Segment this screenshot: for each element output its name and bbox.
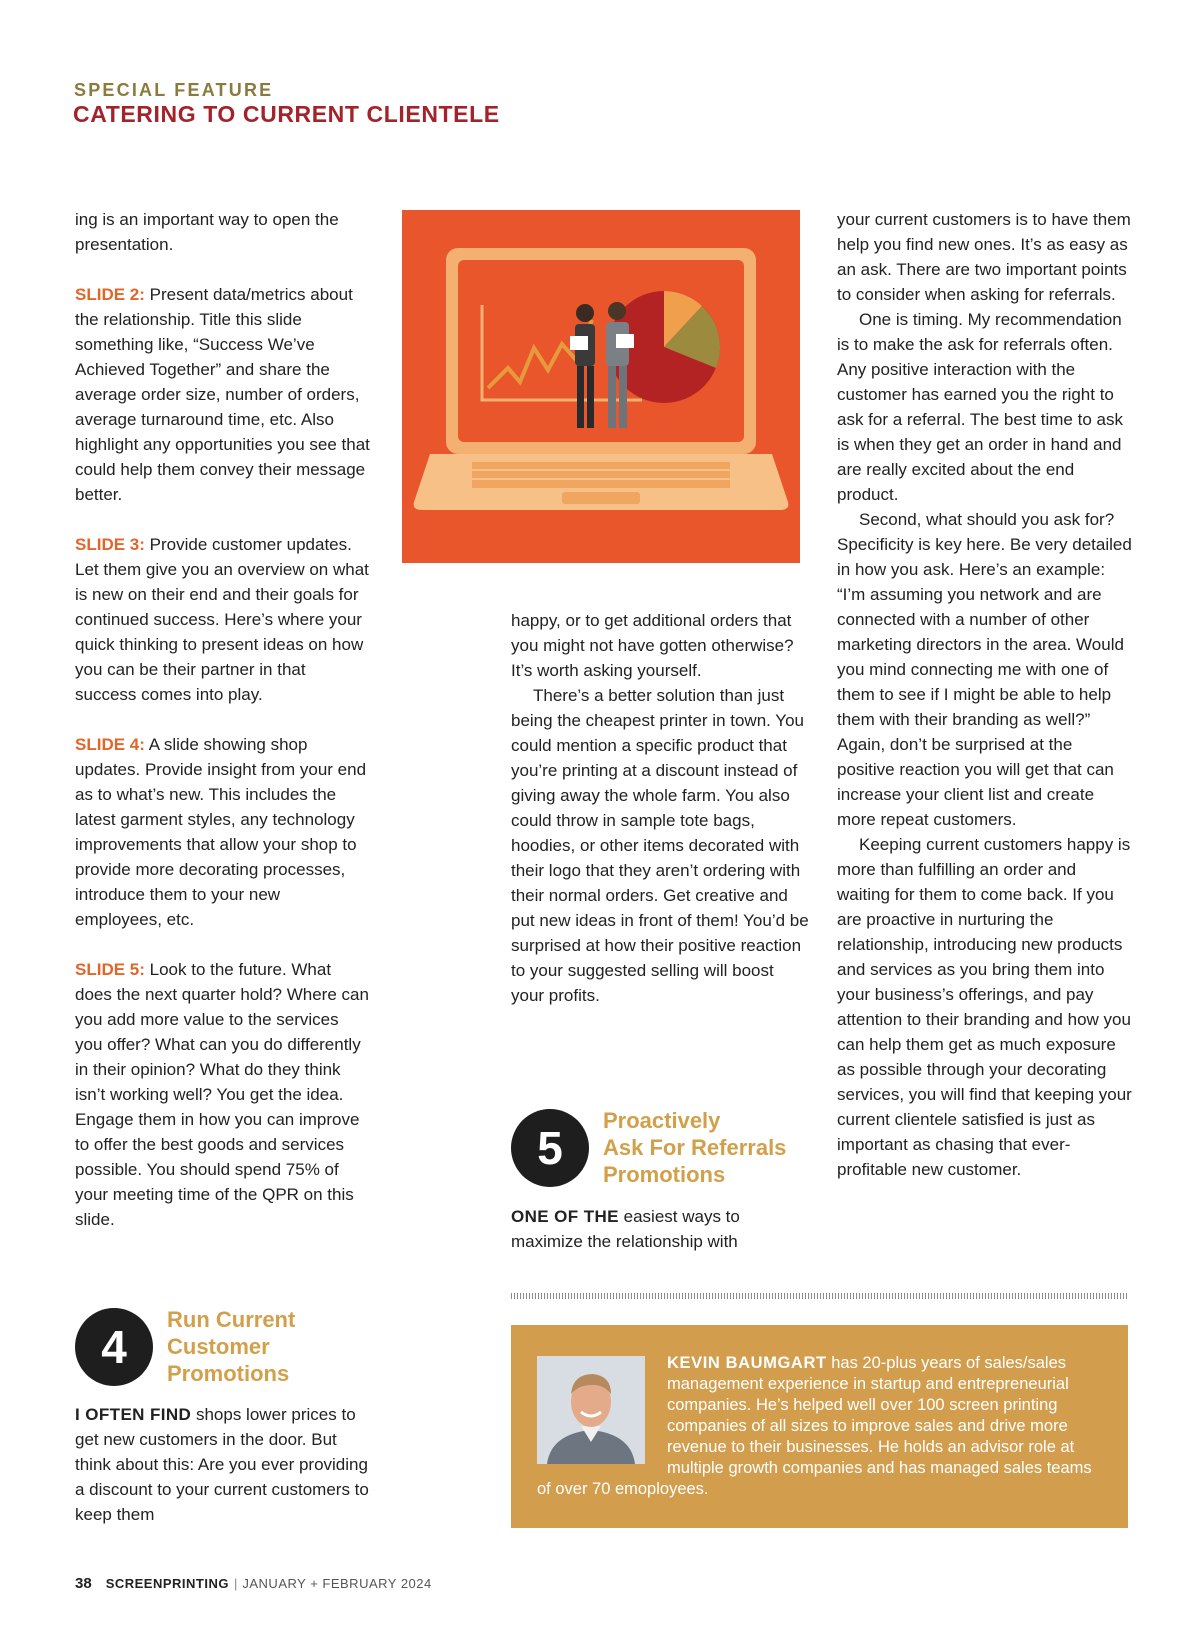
section-5-title-line: Promotions — [603, 1162, 726, 1187]
page-footer — [75, 1575, 432, 1592]
paragraph — [511, 1204, 786, 1254]
column-2 — [511, 608, 811, 1008]
page-title: CATERING TO CURRENT CLIENTELE — [73, 101, 500, 127]
paragraph: One is timing. My recommendation is to make the ask for referrals often. Any positive interaction with the customer has earned you the right to ask for a referral. The best time to ask is when they get an order in hand and are really excited about the end product. — [837, 310, 1123, 504]
footer-separator: | — [233, 1576, 238, 1591]
section-kicker: SPECIAL FEATURE — [74, 80, 274, 100]
slide-3-text: Provide customer updates. Let them give you an overview on what is new on their end and their goals for continued success. Here’s where your quick thinking to present ideas on how you can be their partner in that success comes into play. — [75, 535, 369, 704]
slide-2-label: SLIDE 2: — [75, 285, 145, 304]
lead-in: ONE OF THE — [511, 1207, 619, 1226]
magazine-name: SCREENPRINTING — [105, 1576, 229, 1591]
paragraph: There’s a better solution than just being the cheapest printer in town. You could mention a specific product that you’re printing at a discount instead of giving away the whole farm. You also could throw in sample tote bags, hoodies, or other items decorated with their logo that they aren’t ordering with their normal orders. Get creative and put new ideas in front of them! You’d be surprised at how their positive reaction to your suggested selling will boost your profits. — [511, 686, 809, 1005]
slide-3-label: SLIDE 3: — [75, 535, 145, 554]
paragraph — [75, 1402, 370, 1527]
paragraph: your current customers is to have them help you find new ones. It’s as easy as an ask. There are two important points to consider when asking for referrals. — [837, 210, 1131, 304]
author-bio — [511, 1325, 1128, 1528]
page-number: 38 — [75, 1575, 92, 1592]
author-name: KEVIN BAUMGART — [667, 1354, 827, 1372]
paragraph: Keeping current customers happy is more than fulfilling an order and waiting for them to come back. If you are proactive in nurturing the relationship, introducing new products and services as you bring them into your business’s offerings, and pay attention to their branding and how you can help them get as much exposure as possible through your decorating services, you will find that keeping your current clientele satisfied is just as important as chasing that ever-profitable new customer. — [837, 835, 1132, 1179]
section-5-title-line: Ask For Referrals — [603, 1135, 787, 1160]
slide-5-label: SLIDE 5: — [75, 960, 145, 979]
paragraph: happy, or to get additional orders that you might not have gotten otherwise? It’s worth asking yourself. — [511, 611, 794, 680]
section-4-title-line: Customer — [167, 1334, 270, 1359]
author-description: has 20-plus years of sales/sales management experience in startup and entrepreneurial companies. He’s helped well over 100 screen printing companies of all sizes to improve sales and drive more revenue to their businesses. He holds an advisor role at multiple growth companies and has managed sales teams of over 70 emoployees. — [537, 1354, 1092, 1498]
divider — [511, 1293, 1128, 1299]
slide-4-label: SLIDE 4: — [75, 735, 145, 754]
slide-5-text: Look to the future. What does the next quarter hold? Where can you add more value to the services you offer? What can you do differently in their opinion? What do they think isn’t working well? You get the idea. Engage them in how you can improve to offer the best goods and services possible. You should spend 75% of your meeting time of the QPR on this slide. — [75, 960, 369, 1229]
section-4-number: 4 — [75, 1308, 153, 1386]
section-4-heading — [75, 1306, 295, 1387]
section-5-title — [603, 1107, 786, 1188]
paragraph: ing is an important way to open the presentation. — [75, 210, 339, 254]
section-5-body — [511, 1204, 786, 1254]
slide-5-paragraph — [75, 957, 370, 1232]
column-1 — [75, 207, 370, 1232]
laptop-illustration — [402, 210, 800, 563]
laptop-businesspeople-icon — [402, 210, 800, 563]
section-4-title — [167, 1306, 295, 1387]
section-4-title-line: Run Current — [167, 1307, 296, 1332]
paragraph-text: shops lower prices to get new customers in the door. But think about this: Are you ever providing a discount to your current customers to keep them — [75, 1405, 369, 1524]
slide-2-paragraph — [75, 282, 370, 507]
slide-3-paragraph — [75, 532, 370, 707]
column-3 — [837, 207, 1132, 1182]
section-5-heading — [511, 1107, 786, 1188]
lead-in: I OFTEN FIND — [75, 1405, 192, 1424]
paragraph-text: easiest ways to maximize the relationship with — [511, 1207, 740, 1251]
slide-2-text: Present data/metrics about the relationship. Title this slide something like, “Success We’ve Achieved Together” and share the average order size, number of orders, average turnaround time, etc. Also highlight any opportunities you see that could help them convey their message better. — [75, 285, 370, 504]
issue-date: JANUARY + FEBRUARY 2024 — [242, 1576, 432, 1591]
section-4-title-line: Promotions — [167, 1361, 290, 1386]
paragraph: Second, what should you ask for? Specificity is key here. Be very detailed in how you ask. Here’s an example: “I’m assuming you network and are connected with a number of other marketing directors in the area. Would you mind connecting me with one of them to see if I might be able to help them with their branding as well?” Again, don’t be surprised at the positive reaction you will get that can increase your client list and create more repeat customers. — [837, 510, 1132, 829]
author-bio-text — [537, 1353, 1107, 1500]
section-5-title-line: Proactively — [603, 1108, 721, 1133]
section-5-number: 5 — [511, 1109, 589, 1187]
slide-4-paragraph — [75, 732, 370, 932]
slide-4-text: A slide showing shop updates. Provide insight from your end as to what’s new. This includes the latest garment styles, any technology improvements that allow your shop to provide more decorating processes, introduce them to your new employees, etc. — [75, 735, 367, 929]
section-4-body — [75, 1402, 370, 1527]
